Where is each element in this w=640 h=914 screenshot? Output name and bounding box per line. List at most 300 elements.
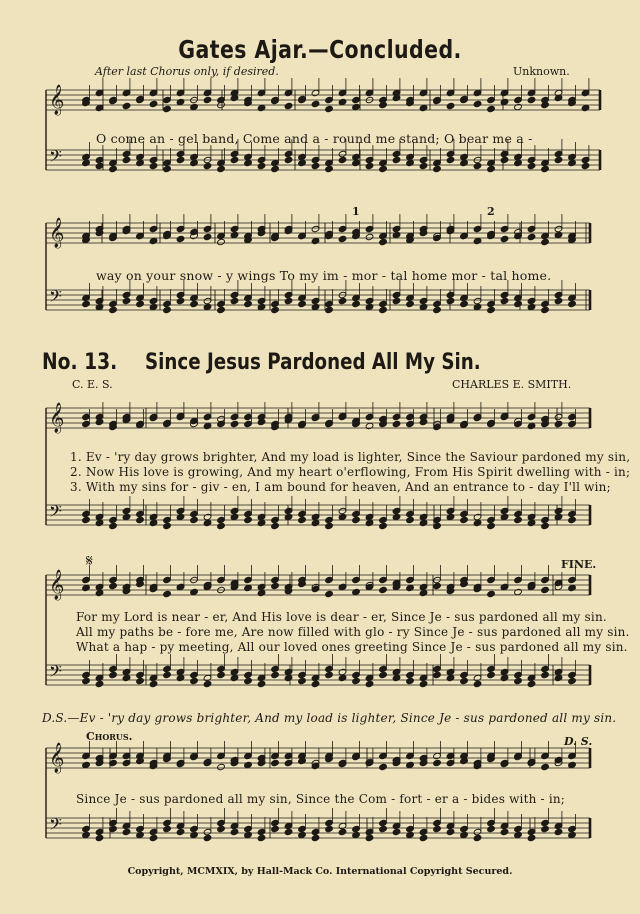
note-head <box>284 822 293 829</box>
note-head <box>352 300 361 307</box>
note-head <box>122 150 131 157</box>
first-ending-mark: 1 <box>352 205 360 218</box>
note-head <box>338 828 347 835</box>
note-head <box>473 680 482 687</box>
note-head <box>406 677 415 684</box>
note-head <box>365 513 374 520</box>
note-head <box>163 516 172 523</box>
note-head <box>244 671 253 678</box>
note-head <box>433 582 442 589</box>
note-head <box>568 294 577 301</box>
note-head <box>109 165 118 172</box>
note-head <box>230 231 239 238</box>
note-head <box>392 420 401 427</box>
note-head <box>149 834 158 841</box>
note-head <box>109 522 118 529</box>
note-head <box>446 513 455 520</box>
note-head <box>298 300 307 307</box>
note-head <box>379 576 388 583</box>
note-head <box>379 306 388 313</box>
note-head <box>122 822 131 829</box>
note-head <box>419 513 428 520</box>
note-head <box>446 507 455 514</box>
note-head <box>527 422 536 429</box>
note-head <box>95 303 104 310</box>
second-ending-mark: 2 <box>487 205 495 218</box>
note-head <box>514 516 523 523</box>
note-head <box>541 516 550 523</box>
note-head <box>419 674 428 681</box>
ds-mark: D. S. <box>564 735 593 748</box>
note-head <box>257 89 266 96</box>
note-head <box>487 590 496 597</box>
note-head <box>203 303 212 310</box>
note-head <box>500 674 509 681</box>
note-head <box>325 516 334 523</box>
note-head <box>581 89 590 96</box>
note-head <box>230 150 239 157</box>
note-head <box>325 665 334 672</box>
note-head <box>352 294 361 301</box>
note-head <box>568 752 577 759</box>
note-head <box>122 759 131 766</box>
note-head <box>298 159 307 166</box>
note-head <box>217 825 226 832</box>
note-head <box>163 159 172 166</box>
note-head <box>95 513 104 520</box>
note-head <box>514 831 523 838</box>
note-head <box>446 759 455 766</box>
note-head <box>365 162 374 169</box>
note-head <box>379 825 388 832</box>
page-title: Gates Ajar.—Concluded. <box>178 35 462 64</box>
note-head <box>217 306 226 313</box>
note-head <box>163 300 172 307</box>
note-head <box>460 294 469 301</box>
note-head <box>122 291 131 298</box>
note-head <box>433 300 442 307</box>
note-head <box>514 103 523 110</box>
note-head <box>217 522 226 529</box>
note-head <box>163 671 172 678</box>
note-head <box>379 763 388 770</box>
verse-line-c: What a hap - py meeting, All our loved ones greeting Since Je - sus pardoned all my sin. <box>76 640 628 654</box>
note-head <box>311 225 320 232</box>
note-head <box>95 834 104 841</box>
note-head <box>568 677 577 684</box>
treble-clef: 𝄞 <box>49 85 65 115</box>
note-head <box>176 668 185 675</box>
note-head <box>446 752 455 759</box>
note-head <box>298 831 307 838</box>
note-head <box>325 165 334 172</box>
treble-clef: 𝄞 <box>49 743 65 773</box>
note-head <box>419 156 428 163</box>
note-head <box>122 668 131 675</box>
note-head <box>311 762 320 769</box>
note-head <box>554 756 563 763</box>
note-head <box>460 300 469 307</box>
note-head <box>82 294 91 301</box>
note-head <box>149 156 158 163</box>
note-head <box>284 150 293 157</box>
note-head <box>352 103 361 110</box>
segno-sign: 𝄋 <box>86 551 93 570</box>
note-head <box>365 674 374 681</box>
lyrics-line: O come an - gel band, Come and a - round me stand; O bear me a - <box>96 131 533 146</box>
note-head <box>95 680 104 687</box>
note-head <box>203 225 212 232</box>
note-head <box>284 668 293 675</box>
chorus-label: Chorus. <box>86 730 133 743</box>
note-head <box>95 156 104 163</box>
note-head <box>514 510 523 517</box>
note-head <box>365 828 374 835</box>
note-head <box>487 96 496 103</box>
note-head <box>284 291 293 298</box>
note-head <box>230 822 239 829</box>
treble-clef: 𝄞 <box>49 570 65 600</box>
note-head <box>379 586 388 593</box>
note-head <box>230 413 239 420</box>
note-head <box>541 306 550 313</box>
note-head <box>568 831 577 838</box>
note-head <box>136 232 145 239</box>
note-head <box>500 822 509 829</box>
note-head <box>500 297 509 304</box>
note-head <box>338 822 347 829</box>
note-head <box>352 671 361 678</box>
note-head <box>433 665 442 672</box>
note-head <box>379 665 388 672</box>
note-head <box>311 680 320 687</box>
note-head <box>203 828 212 835</box>
note-head <box>82 831 91 838</box>
note-head <box>149 513 158 520</box>
note-head <box>379 232 388 239</box>
note-head <box>527 89 536 96</box>
note-head <box>419 297 428 304</box>
note-head <box>568 159 577 166</box>
note-head <box>541 665 550 672</box>
note-head <box>514 588 523 595</box>
note-head <box>109 306 118 313</box>
note-head <box>406 576 415 583</box>
note-head <box>311 162 320 169</box>
note-head <box>419 680 428 687</box>
note-head <box>379 300 388 307</box>
note-head <box>473 519 482 526</box>
note-head <box>379 165 388 172</box>
note-head <box>271 576 280 583</box>
dal-segno-line: D.S.—Ev - 'ry day grows brighter, And my load is lighter, Since Je - sus pardoned all my sin. <box>42 711 617 725</box>
note-head <box>487 522 496 529</box>
note-head <box>190 417 199 424</box>
note-head <box>109 159 118 166</box>
note-head <box>82 677 91 684</box>
note-head <box>446 156 455 163</box>
note-head <box>460 516 469 523</box>
note-head <box>217 671 226 678</box>
note-head <box>419 104 428 111</box>
note-head <box>419 303 428 310</box>
note-head <box>446 828 455 835</box>
lyrics-line: way on your snow - y wings To my im - mor - tal home mor - tal home. <box>96 268 552 283</box>
note-head <box>568 516 577 523</box>
note-head <box>554 420 563 427</box>
note-head <box>257 104 266 111</box>
note-head <box>149 237 158 244</box>
note-head <box>365 156 374 163</box>
note-head <box>298 516 307 523</box>
note-head <box>122 102 131 109</box>
note-head <box>460 825 469 832</box>
note-head <box>338 89 347 96</box>
note-head <box>257 589 266 596</box>
verse-2: 2. Now His love is growing, And my heart o'erflowing, From His Spirit dwelling with - in; <box>70 465 631 479</box>
note-head <box>176 150 185 157</box>
note-head <box>406 153 415 160</box>
note-head <box>163 665 172 672</box>
note-head <box>433 165 442 172</box>
note-head <box>325 590 334 597</box>
note-head <box>500 150 509 157</box>
note-head <box>176 583 185 590</box>
note-head <box>109 582 118 589</box>
note-head <box>541 586 550 593</box>
note-head <box>446 668 455 675</box>
note-head <box>392 231 401 238</box>
note-head <box>298 153 307 160</box>
note-head <box>392 225 401 232</box>
note-head <box>217 516 226 523</box>
note-head <box>487 819 496 826</box>
note-head <box>203 413 212 420</box>
note-head <box>554 150 563 157</box>
note-head <box>406 825 415 832</box>
bass-clef: 𝄢 <box>49 661 62 685</box>
note-head <box>487 159 496 166</box>
bass-clef: 𝄢 <box>49 814 62 838</box>
note-head <box>203 422 212 429</box>
note-head <box>338 583 347 590</box>
author-credit: Unknown. <box>513 65 570 78</box>
note-head <box>365 413 374 420</box>
note-head <box>95 519 104 526</box>
note-head <box>136 159 145 166</box>
note-head <box>95 828 104 835</box>
note-head <box>338 98 347 105</box>
note-head <box>581 156 590 163</box>
note-head <box>203 674 212 681</box>
note-head <box>244 576 253 583</box>
note-head <box>190 831 199 838</box>
note-head <box>176 822 185 829</box>
note-head <box>298 510 307 517</box>
note-head <box>203 233 212 240</box>
note-head <box>365 233 374 240</box>
note-head <box>82 159 91 166</box>
note-head <box>311 303 320 310</box>
performance-instruction: After last Chorus only, if desired. <box>95 65 279 78</box>
note-head <box>365 89 374 96</box>
note-head <box>541 671 550 678</box>
note-head <box>514 159 523 166</box>
note-head <box>244 510 253 517</box>
note-head <box>311 156 320 163</box>
note-head <box>217 232 226 239</box>
note-head <box>406 294 415 301</box>
note-head <box>433 752 442 759</box>
note-head <box>473 100 482 107</box>
note-head <box>190 677 199 684</box>
note-head <box>217 752 226 759</box>
note-head <box>500 291 509 298</box>
note-head <box>541 232 550 239</box>
note-head <box>446 297 455 304</box>
note-head <box>271 825 280 832</box>
note-head <box>541 763 550 770</box>
note-head <box>379 671 388 678</box>
note-head <box>82 420 91 427</box>
note-head <box>230 828 239 835</box>
note-head <box>527 96 536 103</box>
note-head <box>190 103 199 110</box>
note-head <box>190 153 199 160</box>
note-head <box>122 513 131 520</box>
note-head <box>325 825 334 832</box>
note-head <box>554 225 563 232</box>
note-head <box>473 834 482 841</box>
note-head <box>82 516 91 523</box>
note-head <box>487 105 496 112</box>
note-head <box>136 831 145 838</box>
note-head <box>406 752 415 759</box>
verse-line-b: All my paths be - fore me, Are now filled with glo - ry Since Je - sus pardoned all my sin. <box>76 625 630 639</box>
note-head <box>473 828 482 835</box>
note-head <box>149 519 158 526</box>
note-head <box>257 156 266 163</box>
note-head <box>487 665 496 672</box>
note-head <box>217 819 226 826</box>
note-head <box>379 522 388 529</box>
note-head <box>568 420 577 427</box>
note-head <box>527 303 536 310</box>
note-head <box>217 159 226 166</box>
note-head <box>271 522 280 529</box>
note-head <box>203 162 212 169</box>
note-head <box>298 671 307 678</box>
fine-mark: FINE. <box>561 558 597 571</box>
note-head <box>514 671 523 678</box>
note-head <box>149 303 158 310</box>
note-head <box>244 420 253 427</box>
note-head <box>554 156 563 163</box>
note-head <box>122 156 131 163</box>
note-head <box>541 159 550 166</box>
note-head <box>95 583 104 590</box>
note-head <box>136 294 145 301</box>
note-head <box>298 825 307 832</box>
note-head <box>460 671 469 678</box>
note-head <box>284 156 293 163</box>
note-head <box>203 519 212 526</box>
note-head <box>271 306 280 313</box>
note-head <box>217 576 226 583</box>
note-head <box>527 828 536 835</box>
note-head <box>190 159 199 166</box>
note-head <box>149 100 158 107</box>
note-head <box>122 752 131 759</box>
note-head <box>527 674 536 681</box>
note-head <box>527 413 536 420</box>
note-head <box>446 89 455 96</box>
note-head <box>95 589 104 596</box>
note-head <box>82 153 91 160</box>
note-head <box>190 588 199 595</box>
note-head <box>419 162 428 169</box>
note-head <box>82 576 91 583</box>
note-head <box>163 576 172 583</box>
note-head <box>338 507 347 514</box>
note-head <box>82 761 91 768</box>
note-head <box>406 510 415 517</box>
note-head <box>244 153 253 160</box>
hymn-title: Since Jesus Pardoned All My Sin. <box>145 350 481 375</box>
note-head <box>554 291 563 298</box>
note-head <box>379 159 388 166</box>
note-head <box>392 291 401 298</box>
note-head <box>365 303 374 310</box>
note-head <box>568 510 577 517</box>
note-head <box>514 294 523 301</box>
note-head <box>163 590 172 597</box>
note-head <box>311 674 320 681</box>
note-head <box>163 825 172 832</box>
note-head <box>244 677 253 684</box>
bass-clef: 𝄢 <box>49 286 62 310</box>
note-head <box>311 237 320 244</box>
note-head <box>244 413 253 420</box>
verse-1: 1. Ev - 'ry day grows brighter, And my load is lighter, Since the Saviour pardoned my sin, <box>70 450 631 464</box>
note-head <box>163 306 172 313</box>
note-head <box>122 89 131 96</box>
note-head <box>487 165 496 172</box>
note-head <box>379 819 388 826</box>
note-head <box>554 507 563 514</box>
note-head <box>257 513 266 520</box>
note-head <box>325 300 334 307</box>
note-head <box>514 300 523 307</box>
note-head <box>433 306 442 313</box>
hymn-number: No. 13. <box>42 350 118 375</box>
note-head <box>554 231 563 238</box>
treble-clef: 𝄞 <box>49 218 65 248</box>
note-head <box>176 674 185 681</box>
note-head <box>257 583 266 590</box>
note-head <box>176 828 185 835</box>
note-head <box>136 510 145 517</box>
note-head <box>325 819 334 826</box>
note-head <box>406 516 415 523</box>
note-head <box>406 420 415 427</box>
note-head <box>311 834 320 841</box>
note-head <box>257 828 266 835</box>
note-head <box>541 238 550 245</box>
note-head <box>244 159 253 166</box>
note-head <box>176 89 185 96</box>
note-head <box>311 89 320 96</box>
